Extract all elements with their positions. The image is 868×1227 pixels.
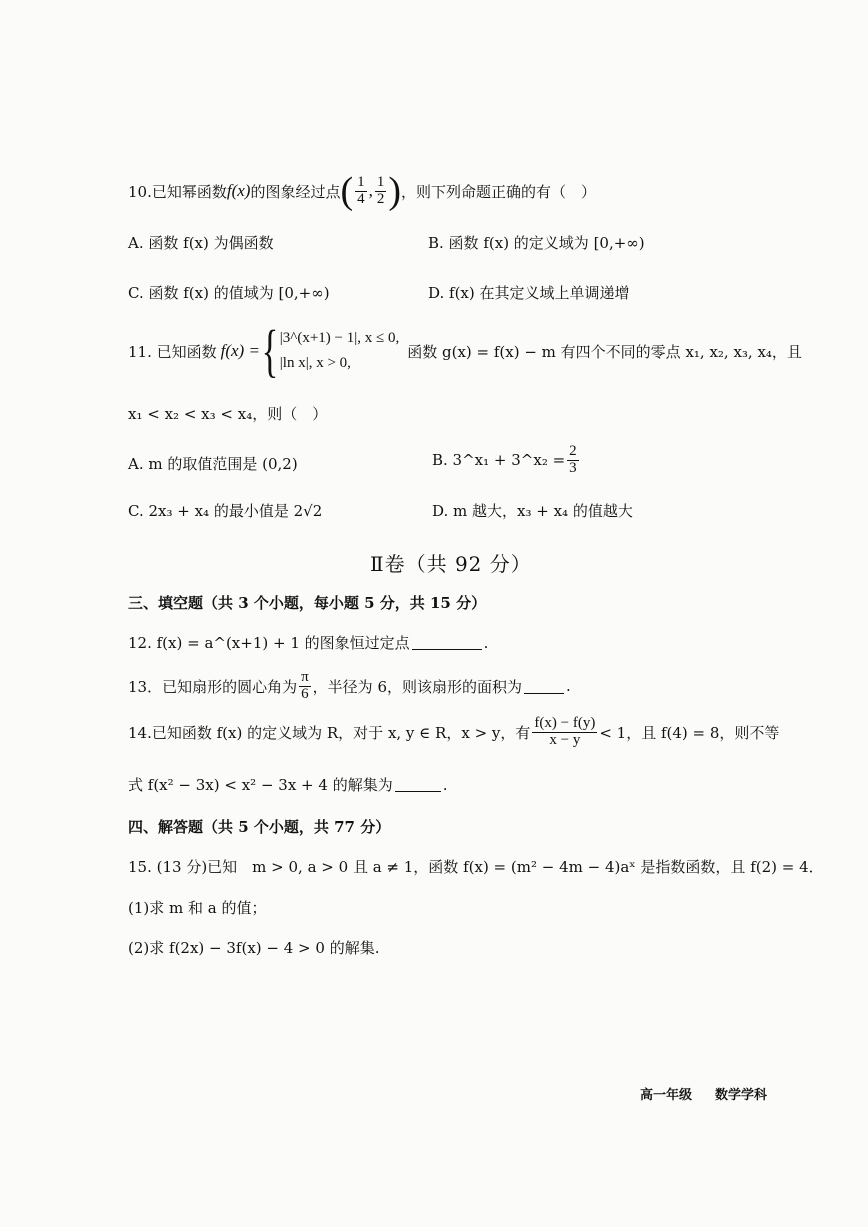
q14 bbox=[128, 716, 779, 749]
q13-suffix: ，半径为 6，则该扇形的面积为 bbox=[312, 677, 522, 696]
section-title: Ⅱ卷（共 92 分） bbox=[370, 552, 532, 576]
q12-text: 12. f(x) = a^(x+1) + 1 的图象恒过定点 bbox=[128, 634, 410, 652]
footer-subject: 数学学科 bbox=[715, 1088, 768, 1103]
q13-answer-blank[interactable] bbox=[524, 679, 564, 694]
q11-stem-line2: x₁ < x₂ < x₃ < x₄，则（ ） bbox=[128, 405, 328, 423]
q12: 12. f(x) = a^(x+1) + 1 的图象恒过定点 . bbox=[128, 633, 489, 652]
q13-prefix: 13．已知扇形的圆心角为 bbox=[128, 677, 298, 696]
q10-option-b: B. 函数 f(x) 的定义域为 [0,+∞) bbox=[428, 234, 645, 252]
footer-grade: 高一年级 bbox=[640, 1088, 693, 1103]
q10-stem bbox=[128, 172, 596, 210]
q11-option-c: C. 2x₃ + x₄ 的最小值是 2√2 bbox=[128, 502, 323, 520]
q11-piece-2: |ln x|, x > 0, bbox=[279, 355, 351, 371]
q10-paren-open: ( bbox=[340, 170, 354, 212]
q12-answer-blank[interactable] bbox=[412, 635, 482, 650]
q11-piecewise bbox=[280, 326, 399, 377]
q10-option-a: A. 函数 f(x) 为偶函数 bbox=[128, 234, 274, 252]
q10-paren-close: ) bbox=[388, 170, 402, 212]
q11-option-a: A. m 的取值范围是 (0,2) bbox=[128, 455, 298, 473]
q10-point-b: $\frac{1}{2}$ bbox=[376, 173, 385, 207]
q11-option-d: D. m 越大，x₃ + x₄ 的值越大 bbox=[432, 502, 633, 520]
part3-title: 三、填空题（共 3 个小题，每小题 5 分，共 15 分） bbox=[128, 594, 487, 612]
q11-option-b-frac: $\frac{2}{3}$ bbox=[569, 443, 577, 476]
q11-brace: { bbox=[261, 318, 279, 383]
q10-option-d: D. f(x) 在其定义域上单调递增 bbox=[428, 284, 630, 302]
q11-piece-1: |3^(x+1) − 1|, x ≤ 0, bbox=[279, 329, 400, 346]
part4-title: 四、解答题（共 5 个小题，共 77 分） bbox=[128, 818, 391, 836]
q11-fx-eq: f(x) = bbox=[220, 341, 260, 360]
q15-stem: 15. (13 分)已知 m > 0, a > 0 且 a ≠ 1，函数 f(x) = (m² − 4m − 4)aˣ 是指数函数，且 f(2) = 4． bbox=[128, 858, 824, 876]
q14-difference-quotient: $\frac{f(x) - f(y)}{x - y}$ bbox=[534, 715, 596, 748]
q10-point-a: $\frac{1}{4}$ bbox=[357, 173, 365, 207]
q14-prefix: 14.已知函数 f(x) 的定义域为 R，对于 x, y ∈ R，x > y，有 bbox=[128, 723, 531, 742]
q10-stem-mid: 的图象经过点 bbox=[250, 182, 341, 201]
q10-stem-prefix: 10.已知幂函数 bbox=[128, 182, 227, 201]
q14-answer-blank[interactable] bbox=[395, 777, 441, 792]
q11-option-b-prefix: B. 3^x₁ + 3^x₂ = bbox=[432, 451, 566, 470]
q11-stem-mid: 函数 g(x) = f(x) − m 有四个不同的零点 x₁, x₂, x₃, x₄，且 bbox=[407, 342, 802, 361]
q10-comma: , bbox=[368, 181, 373, 200]
q13-angle-frac: $\frac{\pi}{6}$ bbox=[301, 669, 309, 702]
q15-part-2: (2)求 f(2x) − 3f(x) − 4 > 0 的解集. bbox=[128, 939, 380, 957]
q10-stem-suffix: ，则下列命题正确的有（ ） bbox=[401, 182, 597, 201]
q14-line2: 式 f(x² − 3x) < x² − 3x + 4 的解集为 . bbox=[128, 775, 448, 794]
q10-option-c: C. 函数 f(x) 的值域为 [0,+∞) bbox=[128, 284, 330, 302]
q10-fx: f(x) bbox=[226, 181, 251, 200]
q13: 13．已知扇形的圆心角为 $\frac{\pi}{6}$ ，半径为 6，则该扇形的面积为 . bbox=[128, 669, 571, 702]
q11-option-b bbox=[432, 444, 581, 477]
q14-suffix: < 1，且 f(4) = 8，则不等 bbox=[599, 723, 780, 742]
q11-stem-prefix: 11. 已知函数 bbox=[128, 342, 217, 361]
q15-part-1: (1)求 m 和 a 的值； bbox=[128, 899, 267, 917]
q14-line2-text: 式 f(x² − 3x) < x² − 3x + 4 的解集为 bbox=[128, 776, 393, 794]
q11-stem bbox=[128, 318, 802, 383]
